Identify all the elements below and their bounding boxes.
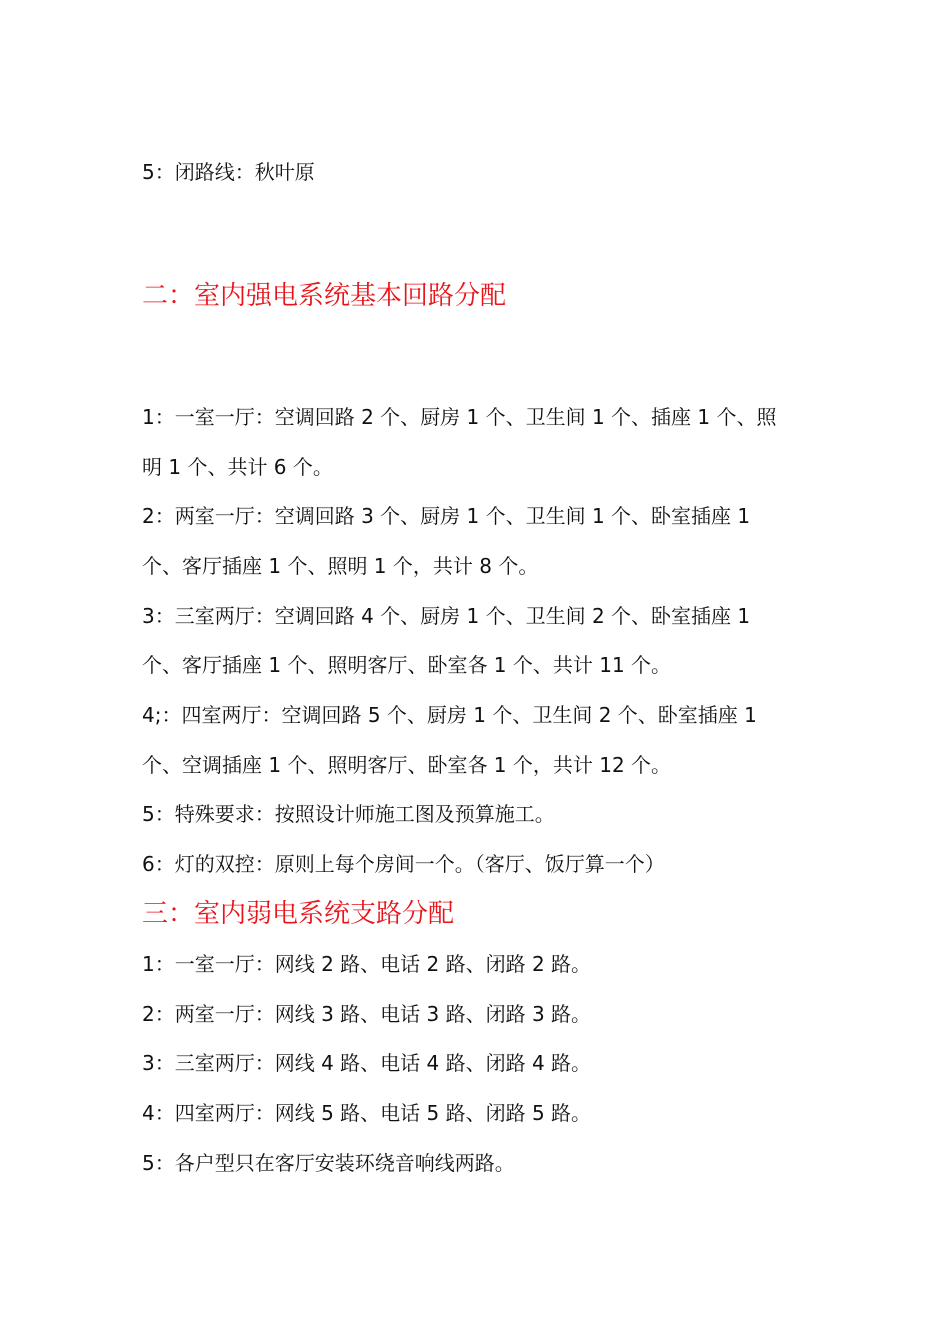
top-item: 5：闭路线：秋叶原 bbox=[142, 160, 315, 184]
strong-current-line: 明 1 个、共计 6 个。 bbox=[142, 455, 333, 479]
strong-current-line: 4;：四室两厅：空调回路 5 个、厨房 1 个、卫生间 2 个、卧室插座 1 bbox=[142, 703, 757, 727]
strong-current-line: 3：三室两厅：空调回路 4 个、厨房 1 个、卫生间 2 个、卧室插座 1 bbox=[142, 604, 751, 628]
strong-current-line: 5：特殊要求：按照设计师施工图及预算施工。 bbox=[142, 802, 555, 826]
weak-current-line: 3：三室两厅：网线 4 路、电话 4 路、闭路 4 路。 bbox=[142, 1051, 592, 1075]
strong-current-line: 2：两室一厅：空调回路 3 个、厨房 1 个、卫生间 1 个、卧室插座 1 bbox=[142, 504, 751, 528]
weak-current-line: 2：两室一厅：网线 3 路、电话 3 路、闭路 3 路。 bbox=[142, 1002, 592, 1026]
section-heading-weak-current: 三：室内弱电系统支路分配 bbox=[142, 899, 455, 929]
weak-current-line: 5：各户型只在客厅安装环绕音响线两路。 bbox=[142, 1151, 515, 1175]
weak-current-line: 1：一室一厅：网线 2 路、电话 2 路、闭路 2 路。 bbox=[142, 952, 592, 976]
strong-current-line: 6：灯的双控：原则上每个房间一个。（客厅、饭厅算一个） bbox=[142, 852, 665, 876]
weak-current-line: 4：四室两厅：网线 5 路、电话 5 路、闭路 5 路。 bbox=[142, 1101, 592, 1125]
section-heading-strong-current: 二：室内强电系统基本回路分配 bbox=[142, 281, 507, 311]
strong-current-line: 个、客厅插座 1 个、照明 1 个，共计 8 个。 bbox=[142, 554, 539, 578]
strong-current-line: 1：一室一厅：空调回路 2 个、厨房 1 个、卫生间 1 个、插座 1 个、照 bbox=[142, 405, 777, 429]
strong-current-line: 个、空调插座 1 个、照明客厅、卧室各 1 个，共计 12 个。 bbox=[142, 753, 672, 777]
strong-current-line: 个、客厅插座 1 个、照明客厅、卧室各 1 个、共计 11 个。 bbox=[142, 653, 672, 677]
